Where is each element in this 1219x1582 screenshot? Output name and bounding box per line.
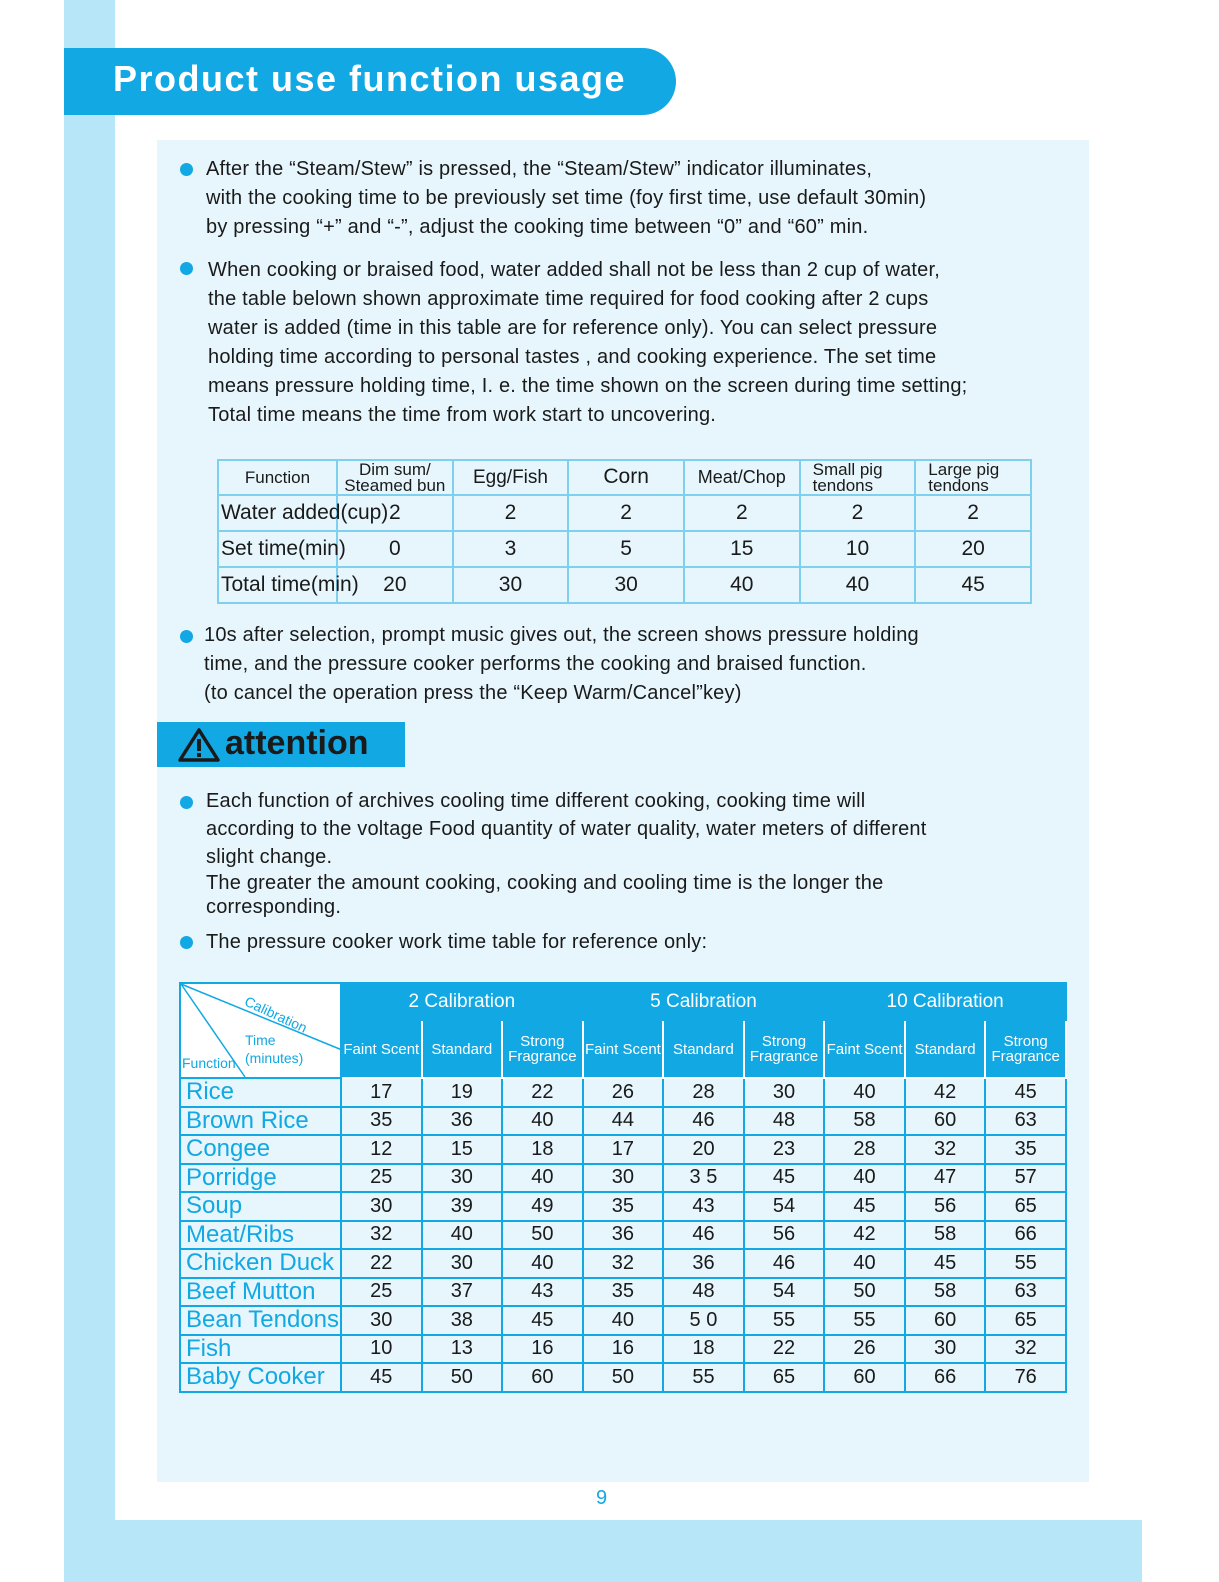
text-line: with the cooking time to be previously set time (foy first time, use default 30min): [206, 187, 927, 209]
table-cell: 15: [684, 531, 800, 567]
subheader-line: Fragrance: [991, 1048, 1060, 1065]
subheader: Standard: [422, 1020, 503, 1078]
column-header: [337, 460, 453, 495]
group-header: 5 Calibration: [583, 983, 825, 1020]
table-cell: 30: [583, 1164, 664, 1193]
table-cell: 45: [905, 1249, 986, 1278]
table-cell: 50: [824, 1278, 905, 1307]
table-row: [180, 1135, 1066, 1164]
table-cell: 48: [663, 1278, 744, 1307]
table-cell: 40: [502, 1107, 583, 1136]
table-cell: 30: [341, 1306, 422, 1335]
table-cell: 20: [915, 531, 1031, 567]
table-cell: 66: [985, 1221, 1066, 1250]
table-cell: 20: [663, 1135, 744, 1164]
table-cell: 56: [744, 1221, 825, 1250]
table-cell: 42: [824, 1221, 905, 1250]
header-line: Dim sum/: [358, 459, 431, 479]
table-cell: 12: [341, 1135, 422, 1164]
table-cell: 30: [568, 567, 684, 603]
column-header: [568, 460, 684, 495]
food-name: Porridge: [180, 1164, 341, 1193]
header-line: Large pig: [928, 459, 1000, 479]
table-cell: 35: [985, 1135, 1066, 1164]
table-cell: 5 0: [663, 1306, 744, 1335]
table-cell: 40: [824, 1078, 905, 1107]
table-cell: 48: [744, 1107, 825, 1136]
group-header: 10 Calibration: [824, 983, 1066, 1020]
table-cell: 50: [422, 1363, 503, 1392]
table-cell: 22: [744, 1335, 825, 1364]
table-cell: 50: [583, 1363, 664, 1392]
table-cell: 50: [502, 1221, 583, 1250]
food-name: Bean Tendons: [180, 1306, 341, 1335]
table-cell: 35: [341, 1107, 422, 1136]
table-cell: 2: [684, 495, 800, 531]
column-header: [915, 460, 1031, 495]
table-cell: 2: [337, 495, 453, 531]
attention-label: attention: [225, 724, 369, 762]
table-cell: 10: [800, 531, 916, 567]
table-cell: 63: [985, 1107, 1066, 1136]
table-cell: 28: [663, 1078, 744, 1107]
table-cell: 36: [422, 1107, 503, 1136]
table-cell: 25: [341, 1164, 422, 1193]
table-cell: 45: [915, 567, 1031, 603]
table-cell: 47: [905, 1164, 986, 1193]
table-cell: 10: [341, 1335, 422, 1364]
table-cell: 40: [824, 1249, 905, 1278]
table-row: [180, 1363, 1066, 1392]
table-cell: 46: [744, 1249, 825, 1278]
table-cell: 30: [422, 1164, 503, 1193]
header-line: tendons: [928, 475, 989, 495]
header-line: Small pig: [812, 459, 883, 479]
food-name: Soup: [180, 1192, 341, 1221]
table-cell: 22: [341, 1249, 422, 1278]
table-cell: 54: [744, 1278, 825, 1307]
subheader: Standard: [663, 1020, 744, 1078]
table-cell: 54: [744, 1192, 825, 1221]
table-cell: 66: [905, 1363, 986, 1392]
corner-function-label: Function: [182, 1055, 236, 1071]
table-cell: 55: [744, 1306, 825, 1335]
table-cell: 13: [422, 1335, 503, 1364]
table-cell: 36: [663, 1249, 744, 1278]
table-cell: 2: [800, 495, 916, 531]
attention-banner: [157, 722, 405, 767]
table-row: [180, 1221, 1066, 1250]
subheader-line: Strong: [520, 1033, 565, 1050]
table-cell: 40: [583, 1306, 664, 1335]
table-cell: 45: [502, 1306, 583, 1335]
text-line: (to cancel the operation press the “Keep Warm/Cancel”key): [204, 682, 742, 704]
table-cell: 5: [568, 531, 684, 567]
table-cell: 43: [663, 1192, 744, 1221]
header-line: Egg/Fish: [472, 466, 548, 488]
table-cell: 60: [502, 1363, 583, 1392]
table-cell: 44: [583, 1107, 664, 1136]
table-cell: 20: [337, 567, 453, 603]
subheader: [502, 1020, 583, 1078]
subheader-line: Fragrance: [749, 1048, 819, 1065]
subheader: Faint Scent: [583, 1020, 664, 1078]
column-header: [453, 460, 569, 495]
table-cell: 46: [663, 1221, 744, 1250]
column-header: [684, 460, 800, 495]
table-cell: 3: [453, 531, 569, 567]
table-cell: 49: [502, 1192, 583, 1221]
table-cell: 45: [824, 1192, 905, 1221]
table-row: [218, 567, 1031, 603]
table-header-row: [218, 460, 1031, 495]
text-line: corresponding.: [206, 896, 342, 918]
table-cell: 56: [905, 1192, 986, 1221]
subheader: Faint Scent: [341, 1020, 422, 1078]
text-line: the table belown shown approximate time required for food cooking after 2 cups: [208, 288, 929, 310]
text-line: Each function of archives cooling time different cooking, cooking time will: [206, 790, 866, 812]
table-row: [218, 495, 1031, 531]
bottom-decorative-band: [64, 1520, 1142, 1582]
table-cell: 22: [502, 1078, 583, 1107]
table-cell: 58: [905, 1278, 986, 1307]
food-name: Fish: [180, 1335, 341, 1364]
table-cell: 45: [744, 1164, 825, 1193]
table-cell: 32: [985, 1335, 1066, 1364]
text-line: time, and the pressure cooker performs the cooking and braised function.: [204, 653, 867, 675]
text-line: Total time means the time from work start to uncovering.: [208, 404, 717, 426]
work-table-body: [180, 1078, 1066, 1392]
text-line: according to the voltage Food quantity of water quality, water meters of different: [206, 818, 927, 840]
bullet-icon: [180, 936, 193, 949]
corner-calibration-label: Calibration: [242, 993, 310, 1036]
table-cell: 65: [744, 1363, 825, 1392]
table-cell: 40: [502, 1164, 583, 1193]
table-cell: 58: [824, 1107, 905, 1136]
corner-minutes-label: (minutes): [245, 1050, 304, 1066]
page-number: 9: [596, 1487, 608, 1509]
corner-time-label: Time: [245, 1032, 276, 1048]
table-cell: 3 5: [663, 1164, 744, 1193]
table-row: [180, 1306, 1066, 1335]
food-name: Beef Mutton: [180, 1278, 341, 1307]
table-cell: 65: [985, 1306, 1066, 1335]
table-cell: 26: [824, 1335, 905, 1364]
table-cell: 42: [905, 1078, 986, 1107]
table-cell: 32: [583, 1249, 664, 1278]
table-cell: 40: [422, 1221, 503, 1250]
table-cell: 17: [583, 1135, 664, 1164]
steam-time-table: [217, 459, 1032, 604]
table-row: [180, 1335, 1066, 1364]
table-cell: 60: [905, 1107, 986, 1136]
table-cell: 2: [453, 495, 569, 531]
attention-paragraph-2: The pressure cooker work time table for reference only:: [206, 931, 708, 953]
table-row: [180, 1164, 1066, 1193]
bullet-icon: [180, 796, 193, 809]
table-cell: 30: [341, 1192, 422, 1221]
row-label: Set time(min): [218, 531, 337, 567]
table-cell: 38: [422, 1306, 503, 1335]
bullet-icon: [180, 262, 193, 275]
table-cell: 45: [985, 1078, 1066, 1107]
table-row: [180, 1249, 1066, 1278]
table-cell: 57: [985, 1164, 1066, 1193]
text-line: slight change.: [206, 846, 333, 868]
work-time-table: [179, 982, 1067, 1393]
table-cell: 36: [583, 1221, 664, 1250]
table-cell: 23: [744, 1135, 825, 1164]
text-line: means pressure holding time, I. e. the time shown on the screen during time setting;: [208, 375, 968, 397]
table-cell: 30: [744, 1078, 825, 1107]
row-label: Water added(cup): [218, 495, 337, 531]
table-cell: 40: [824, 1164, 905, 1193]
table-cell: 30: [453, 567, 569, 603]
table-cell: 16: [502, 1335, 583, 1364]
table-cell: 17: [341, 1078, 422, 1107]
table-cell: 55: [985, 1249, 1066, 1278]
table-cell: 60: [824, 1363, 905, 1392]
text-line: The greater the amount cooking, cooking and cooling time is the longer the: [206, 872, 884, 894]
table-cell: 46: [663, 1107, 744, 1136]
table-cell: 65: [985, 1192, 1066, 1221]
bullet-icon: [180, 163, 193, 176]
table-cell: 40: [800, 567, 916, 603]
table-cell: 2: [915, 495, 1031, 531]
table-corner-header: [180, 983, 341, 1078]
table-cell: 0: [337, 531, 453, 567]
table-cell: 16: [583, 1335, 664, 1364]
table-cell: 60: [905, 1306, 986, 1335]
text-line: After the “Steam/Stew” is pressed, the “Steam/Stew” indicator illuminates,: [206, 158, 873, 180]
table-row: [180, 1192, 1066, 1221]
intro-paragraph-1: [206, 155, 926, 242]
table-cell: 55: [663, 1363, 744, 1392]
subheader: Faint Scent: [824, 1020, 905, 1078]
text-line: When cooking or braised food, water added shall not be less than 2 cup of water,: [208, 259, 940, 281]
text-line: water is added (time in this table are for reference only). You can select pressure: [208, 317, 938, 339]
subheader: Standard: [905, 1020, 986, 1078]
warning-triangle-icon: [177, 727, 221, 763]
table-cell: 32: [905, 1135, 986, 1164]
group-header: 2 Calibration: [341, 983, 583, 1020]
table-cell: 40: [684, 567, 800, 603]
after-table-paragraph: [204, 621, 919, 708]
bullet-icon: [180, 630, 193, 643]
subheader-line: Fragrance: [508, 1048, 577, 1065]
table-cell: 45: [341, 1363, 422, 1392]
table-row: [180, 1107, 1066, 1136]
table-row: [180, 1278, 1066, 1307]
table-row: [180, 1078, 1066, 1107]
food-name: Brown Rice: [180, 1107, 341, 1136]
table-cell: 28: [824, 1135, 905, 1164]
table-cell: 37: [422, 1278, 503, 1307]
table-cell: 58: [905, 1221, 986, 1250]
table-header-row: [180, 983, 1066, 1020]
table-cell: 39: [422, 1192, 503, 1221]
table-cell: 30: [905, 1335, 986, 1364]
table-cell: 25: [341, 1278, 422, 1307]
food-name: Meat/Ribs: [180, 1221, 341, 1250]
row-label: Total time(min): [218, 567, 337, 603]
food-name: Baby Cooker: [180, 1363, 341, 1392]
table-cell: 76: [985, 1363, 1066, 1392]
food-name: Chicken Duck: [180, 1249, 341, 1278]
text-line: by pressing “+” and “-”, adjust the cooking time between “0” and “60” min.: [206, 216, 869, 238]
intro-paragraph-2: [208, 256, 967, 430]
header-line: Corn: [603, 465, 649, 488]
page-title: Product use function usage: [113, 58, 627, 99]
table-cell: 40: [502, 1249, 583, 1278]
table-cell: 32: [341, 1221, 422, 1250]
table-cell: 18: [663, 1335, 744, 1364]
left-decorative-strip: [64, 0, 115, 1582]
food-name: Congee: [180, 1135, 341, 1164]
food-name: Rice: [180, 1078, 341, 1107]
title-banner: [64, 48, 676, 115]
table-cell: 15: [422, 1135, 503, 1164]
table-cell: 19: [422, 1078, 503, 1107]
function-header: Function: [218, 460, 337, 495]
table-cell: 35: [583, 1278, 664, 1307]
table-cell: 2: [568, 495, 684, 531]
table-cell: 35: [583, 1192, 664, 1221]
column-header: [800, 460, 916, 495]
table-cell: 55: [824, 1306, 905, 1335]
table-cell: 43: [502, 1278, 583, 1307]
table-cell: 18: [502, 1135, 583, 1164]
subheader-line: Strong: [761, 1033, 807, 1050]
attention-paragraph-1: [206, 787, 927, 919]
table-row: [218, 531, 1031, 567]
header-line: Steamed bun: [344, 475, 446, 495]
table-cell: 26: [583, 1078, 664, 1107]
table-cell: 63: [985, 1278, 1066, 1307]
subheader-line: Strong: [1003, 1033, 1048, 1050]
subheader: [744, 1020, 825, 1078]
table-cell: 30: [422, 1249, 503, 1278]
text-line: holding time according to personal tastes , and cooking experience. The set time: [208, 346, 937, 368]
text-line: 10s after selection, prompt music gives out, the screen shows pressure holding: [204, 624, 919, 646]
subheader: [985, 1020, 1066, 1078]
header-line: Meat/Chop: [697, 467, 786, 487]
header-line: tendons: [812, 475, 874, 495]
